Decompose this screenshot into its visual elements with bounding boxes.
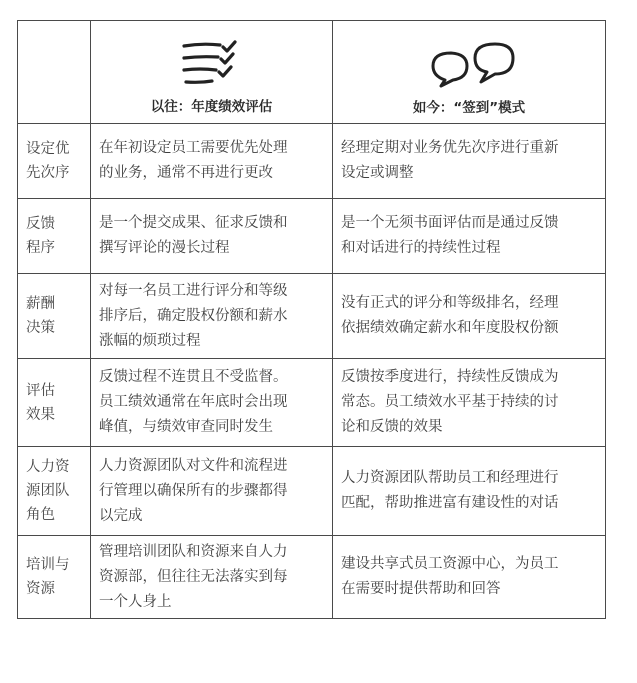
table-row: [18, 274, 606, 359]
new-cell: [333, 536, 606, 619]
row-label: [18, 199, 91, 274]
table-row: [18, 536, 606, 619]
new-line: 建设共享式员工资源中心，为员工: [341, 556, 559, 572]
old-cell: [91, 274, 333, 359]
row-label-line: 薪酬: [26, 296, 55, 312]
old-line: 管理培训团队和资源来自人力: [99, 543, 288, 560]
old-cell: [91, 447, 333, 536]
row-label-line: 评估: [26, 382, 55, 399]
table-row: [18, 124, 606, 199]
row-label-line: 先次序: [26, 165, 70, 181]
header-empty-cell: [18, 21, 91, 124]
checklist-icon: [180, 39, 244, 87]
new-cell: [333, 199, 606, 274]
row-label: [18, 536, 91, 619]
old-cell: [91, 124, 333, 199]
header-old-cell: [91, 21, 333, 124]
row-label-line: 反馈: [26, 216, 55, 232]
new-line: 依据绩效确定薪水和年度股权份额: [341, 320, 559, 336]
header-new-cell: [333, 21, 606, 124]
old-line: 峰值，与绩效审查同时发生: [99, 419, 273, 435]
header-row: [18, 21, 606, 124]
old-cell: [91, 199, 333, 274]
old-line: 是一个提交成果、征求反馈和: [99, 215, 288, 231]
row-label-line: 设定优: [26, 141, 70, 157]
row-label-line: 培训与: [26, 557, 70, 573]
old-line: 员工绩效通常在年底时会出现: [99, 394, 288, 410]
header-old-label: 以往：年度绩效评估: [150, 99, 273, 115]
row-label-line: 程序: [26, 240, 55, 256]
new-line: 匹配，帮助推进富有建设性的对话: [341, 495, 559, 511]
old-line: 以完成: [99, 507, 143, 524]
row-label-line: 人力资: [26, 459, 70, 475]
new-cell: [333, 447, 606, 536]
comparison-table: [17, 20, 606, 619]
old-line: 排序后，确定股权份额和薪水: [99, 307, 288, 324]
new-line: 设定或调整: [341, 165, 414, 181]
old-cell: [91, 536, 333, 619]
old-line: 撰写评论的漫长过程: [99, 240, 230, 256]
speech-bubbles-icon: [417, 38, 521, 88]
new-line: 论和反馈的效果: [341, 419, 443, 435]
old-line: 涨幅的烦琐过程: [99, 332, 201, 349]
row-label-line: 源团队: [26, 483, 70, 499]
row-label-line: 角色: [26, 507, 55, 523]
row-label: [18, 359, 91, 447]
new-line: 常态。员工绩效水平基于持续的讨: [341, 394, 559, 410]
header-new-label: 如今：“签到”模式: [412, 100, 526, 116]
new-line: 人力资源团队帮助员工和经理进行: [341, 470, 559, 486]
row-label-line: 效果: [26, 406, 55, 423]
old-line: 对每一名员工进行评分和等级: [99, 282, 288, 299]
new-line: 经理定期对业务优先次序进行重新: [341, 140, 559, 156]
new-cell: [333, 359, 606, 447]
table-row: [18, 199, 606, 274]
table-row: [18, 359, 606, 447]
old-line: 在年初设定员工需要优先处理: [99, 140, 288, 156]
new-line: 反馈按季度进行，持续性反馈成为: [341, 369, 559, 385]
new-line: 在需要时提供帮助和回答: [341, 581, 501, 597]
new-cell: [333, 274, 606, 359]
old-line: 资源部，但往往无法落实到每: [99, 568, 288, 585]
old-cell: [91, 359, 333, 447]
row-label: [18, 447, 91, 536]
row-label: [18, 274, 91, 359]
old-line: 反馈过程不连贯且不受监督。: [99, 369, 288, 385]
old-line: 行管理以确保所有的步骤都得: [99, 482, 288, 499]
old-line: 一个人身上: [99, 593, 172, 610]
row-label: [18, 124, 91, 199]
new-line: 是一个无须书面评估而是通过反馈: [341, 215, 559, 231]
new-line: 没有正式的评分和等级排名，经理: [341, 295, 559, 311]
old-line: 的业务，通常不再进行更改: [99, 165, 273, 181]
old-line: 人力资源团队对文件和流程进: [99, 457, 288, 474]
new-cell: [333, 124, 606, 199]
table-row: [18, 447, 606, 536]
new-line: 和对话进行的持续性过程: [341, 240, 501, 256]
row-label-line: 资源: [26, 581, 55, 597]
row-label-line: 决策: [26, 320, 55, 336]
